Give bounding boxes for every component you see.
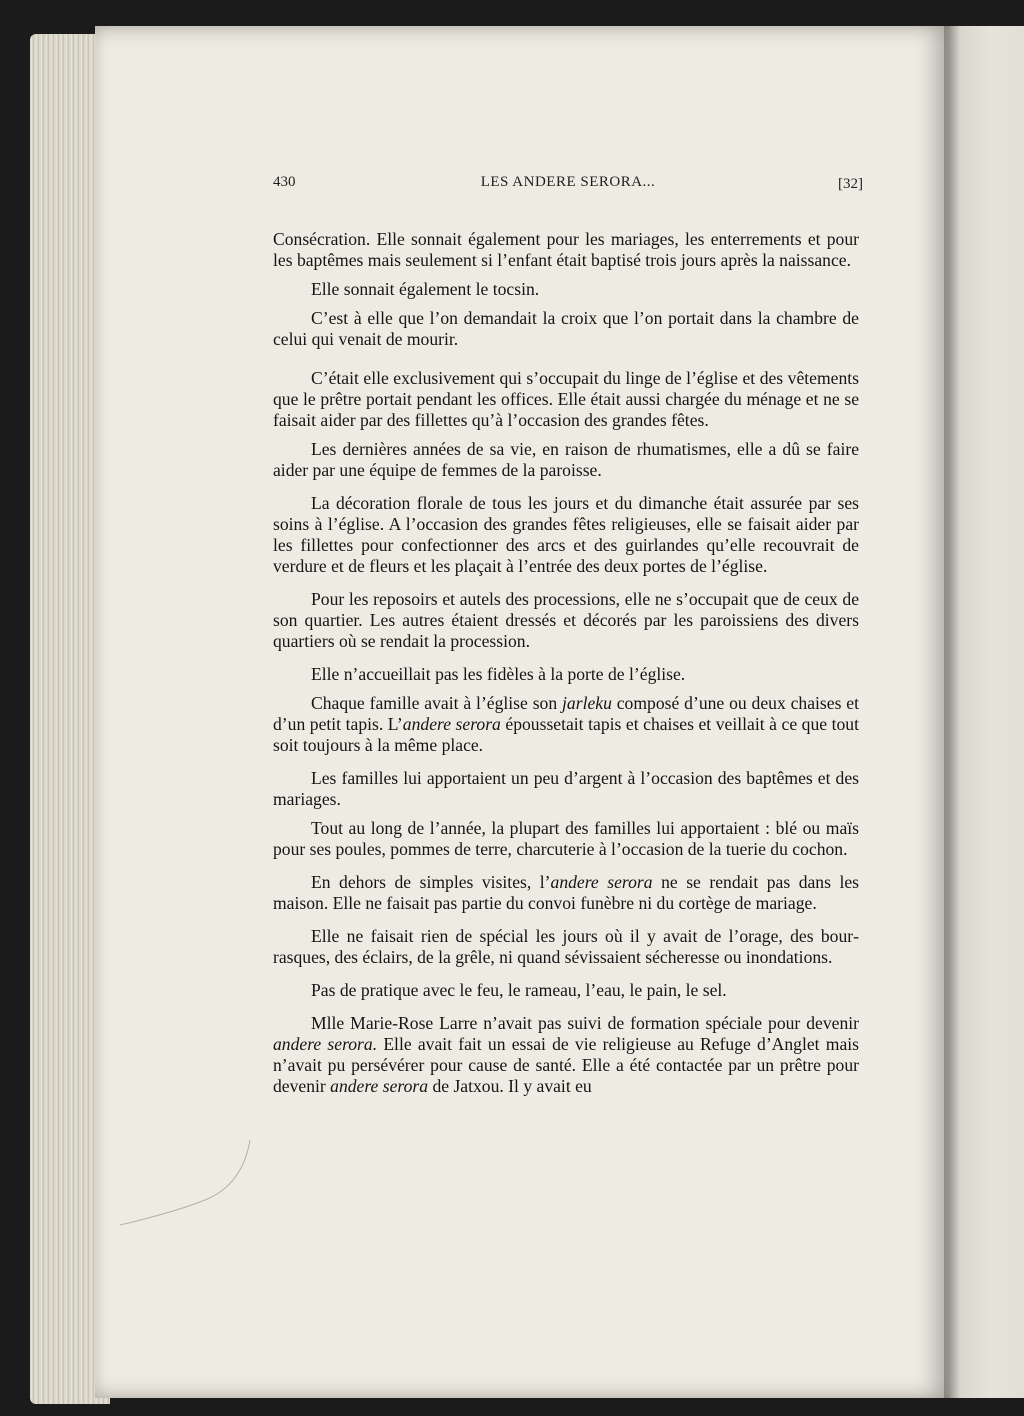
running-title: LES ANDERE SERORA... (480, 174, 656, 190)
paragraph: Tout au long de l’année, la plupart des familles lui apportaient : blé ou maïs pour ses poules, pommes de terre, charcuterie à l’occasion de la tuerie du cochon. (273, 818, 859, 859)
facing-page-edge (950, 26, 1024, 1398)
paragraph: Elle sonnait également le tocsin. (311, 279, 540, 299)
body-text (273, 229, 859, 1109)
pencil-mark (120, 1140, 260, 1240)
paragraph: Pour les reposoirs et autels des processions, elle ne s’occupait que de ceux de son quartier. Les autres étaient dressés et décorés par les paroissiens des divers quartiers où se rendait la procession. (273, 589, 859, 651)
paragraph: En dehors de simples visites, l’andere serora ne se rendait pas dans les maison. Elle ne faisait pas partie du convoi funèbre ni du cortège de mariage. (273, 872, 860, 913)
italic-term: andere serora. (273, 1034, 378, 1054)
paragraph: Les familles lui apportaient un peu d’argent à l’occasion des baptêmes et des mariages. (273, 768, 859, 809)
paragraph: C’est à elle que l’on demandait la croix que l’on portait dans la chambre de celui qui venait de mourir. (273, 308, 859, 349)
running-header (273, 174, 863, 198)
paragraph: Consécration. Elle sonnait également pour les mariages, les enterrements et pour les baptêmes mais seulement si l’enfant était baptisé trois jours après la naissance. (273, 229, 859, 270)
paragraph: La décoration florale de tous les jours et du dimanche était assurée par ses soins à l’église. A l’occasion des grandes fêtes religieuses, elle se faisait aider par les fillettes pour confectionner des arcs et des guirlandes qu’elle recouvrait de verdure et de fleurs et les plaçait à l’entrée des deux portes de l’église. (273, 493, 859, 576)
italic-term: andere serora (330, 1076, 429, 1096)
paragraph: Mlle Marie-Rose Larre n’avait pas suivi de formation spéciale pour devenir andere serora. Elle avait fait un essai de vie religieuse au Refuge d’Anglet mais n’avait pu persévérer pour cause de santé. Elle a été contactée par un prêtre pour devenir andere serora de Jatxou. Il y avait eu (273, 1013, 859, 1096)
paragraph: Elle n’accueillait pas les fidèles à la porte de l’église. (311, 664, 686, 684)
paragraph: Chaque famille avait à l’église son jarleku composé d’une ou deux chaises et d’un petit tapis. L’andere serora époussetait tapis et chaises et veillait à ce que tout soit toujours à la même place. (273, 693, 859, 755)
italic-term: andere serora (402, 714, 501, 734)
paragraph: C’était elle exclusivement qui s’occupait du linge de l’église et des vêtements que le prêtre portait pendant les offices. Elle était aussi chargée du ménage et ne se faisait aider par des fillettes qu’à l’occasion des grandes fêtes. (273, 368, 859, 430)
italic-term: jarleku (562, 693, 612, 713)
page-number: 430 (273, 174, 296, 190)
italic-term: andere serora (550, 872, 653, 892)
paragraph: Les dernières années de sa vie, en raison de rhumatismes, elle a dû se faire aider par une équipe de femmes de la paroisse. (273, 439, 859, 480)
section-reference: [32] (838, 176, 863, 192)
paragraph: Elle ne faisait rien de spécial les jours où il y avait de l’orage, des bourrasques, des éclairs, de la grêle, ni quand sévissaient sécheresse ou inondations. (273, 926, 859, 967)
paragraph: Pas de pratique avec le feu, le rameau, l’eau, le pain, le sel. (311, 980, 727, 1000)
